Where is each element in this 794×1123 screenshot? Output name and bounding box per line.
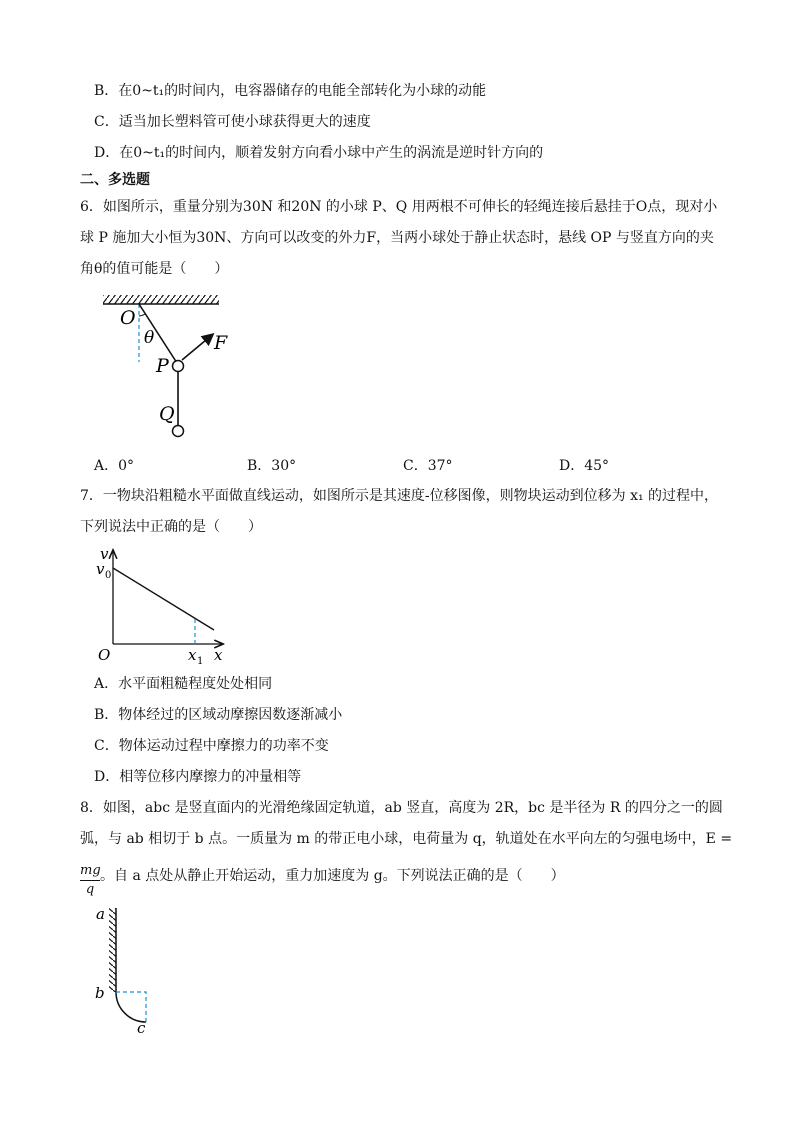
q6-option-b: B．30° <box>247 458 297 474</box>
label-x1-subscript: 1 <box>197 656 204 667</box>
q8-track-figure <box>92 900 162 1038</box>
label-x-axis: x <box>214 646 223 664</box>
label-v-axis: v <box>100 545 109 563</box>
fraction-denominator: q <box>85 882 95 897</box>
q8-stem-line3: 。自 a 点处从静止开始运动，重力加速度为 g。下列说法正确的是（ ） <box>100 868 565 884</box>
q7-velocity-displacement-graph <box>92 543 232 668</box>
force-f-arrow <box>182 335 212 360</box>
q7-option-b: B．物体经过的区域动摩擦因数逐渐减小 <box>94 707 343 723</box>
section-heading: 二、多选题 <box>80 172 150 188</box>
q6-option-a: A．0° <box>94 458 135 474</box>
label-origin: O <box>98 646 111 664</box>
angle-arc <box>139 314 145 316</box>
q5-option-d: D．在0~t₁的时间内，顺着发射方向看小球中产生的涡流是逆时针方向的 <box>94 145 544 161</box>
q7-option-c: C．物体运动过程中摩擦力的功率不变 <box>94 738 329 754</box>
wall-hatch <box>109 908 116 992</box>
ceiling-hatch <box>103 295 219 304</box>
label-v0: v <box>96 560 105 578</box>
velocity-line <box>113 568 214 630</box>
fraction-bar <box>80 880 100 881</box>
q7-stem-line1: 7．一物块沿粗糙水平面做直线运动，如图所示是其速度-位移图像，则物块运动到位移为 x₁ 的过程中， <box>80 488 719 504</box>
track-bc-arc <box>116 992 146 1022</box>
q6-figure <box>95 290 245 445</box>
q5-option-c: C．适当加长塑料管可使小球获得更大的速度 <box>94 114 371 130</box>
label-v0-subscript: 0 <box>105 570 112 581</box>
q7-option-d: D．相等位移内摩擦力的冲量相等 <box>94 769 302 785</box>
label-o: O <box>120 307 136 329</box>
q6-option-c: C．37° <box>403 458 453 474</box>
label-x1: x <box>188 646 197 664</box>
ball-q <box>173 426 184 437</box>
q8-stem-line1: 8．如图，abc 是竖直面内的光滑绝缘固定轨道，ab 竖直，高度为 2R，bc 是半径为 R 的四分之一的圆 <box>80 800 723 816</box>
q7-option-a: A．水平面粗糙程度处处相同 <box>94 676 273 692</box>
label-c: c <box>137 1019 146 1037</box>
fraction-numerator: mg <box>80 863 101 878</box>
ball-p <box>173 361 184 372</box>
label-f: F <box>214 332 228 354</box>
q7-stem-line2: 下列说法中正确的是（ ） <box>80 519 262 535</box>
label-q: Q <box>159 403 175 425</box>
q6-stem-line2: 球 P 施加大小恒为30N、方向可以改变的外力F，当两小球处于静止状态时，悬线 OP 与竖直方向的夹 <box>80 230 714 246</box>
label-p: P <box>156 355 169 377</box>
label-a: a <box>96 905 105 923</box>
label-theta: θ <box>144 328 155 348</box>
q6-option-d: D．45° <box>559 458 610 474</box>
q5-option-b: B．在0~t₁的时间内，电容器储存的电能全部转化为小球的动能 <box>94 83 487 99</box>
q8-field-fraction <box>80 863 100 898</box>
q8-stem-line2: 弧，与 ab 相切于 b 点。一质量为 m 的带正电小球，电荷量为 q，轨道处在水平向左的匀强电场中，E = <box>80 831 733 847</box>
label-b: b <box>95 984 105 1002</box>
q6-stem-line1: 6．如图所示，重量分别为30N 和20N 的小球 P、Q 用两根不可伸长的轻绳连接后悬挂于O点，现对小 <box>80 199 718 215</box>
q6-stem-line3: 角θ的值可能是（ ） <box>80 261 229 277</box>
